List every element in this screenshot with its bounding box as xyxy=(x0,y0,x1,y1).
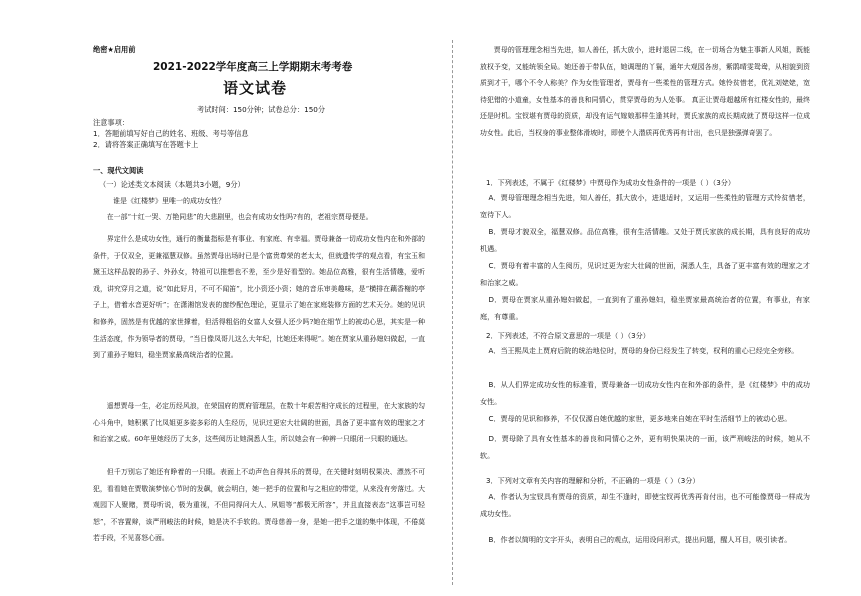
notice-item-2: 2．请将答案正确填写在答题卡上 xyxy=(93,140,199,149)
question-2-option-c: C．贾母的见识和修养，不仅仅源自她优越的家世，更多地来自她在平时生活细节上的被动心思。 xyxy=(488,414,792,423)
question-3-option-a: A．作者认为宝钗具有贾母的资质，却生不逢时，即使宝钗再优秀再肯付出，也不可能像贾母一样成为成功女性。 xyxy=(480,492,810,518)
notice-item-1: 1．答题前填写好自己的姓名、班级、考号等信息 xyxy=(93,129,249,138)
exam-title: 2021-2022学年度高三上学期期末考考卷 xyxy=(153,61,353,73)
question-2-option-d: D．贾母除了具有女性基本的善良和同情心之外，更有明快果决的一面，该严刑峻法的时候，她从不软。 xyxy=(480,434,810,460)
question-2-option-a: A．当王熙凤走上贾府后院的统治地位时，贾母的身份已经发生了转变，权利的重心已经完全旁移。 xyxy=(488,346,799,355)
column-divider xyxy=(452,40,453,585)
question-1-option-d: D．贾母在贾家从重孙媳妇做起，一直到有了重孙媳妇，稳坐贾家最高统治者的位置，有事业，有家庭，有尊重。 xyxy=(480,295,810,321)
article-paragraph-5: 贾母的管理理念相当先进，如人善任，抓大放小，进时退居二线，在一切场合为魅主事新人风姐，既能放权予变，又能统领全局。她还善于带队伍，她调理的丫鬟，通年大观园各房，紫鹃晴雯鸳鸯，从相貌到资质到才干，哪个不令人称美？作为女性管理者，贾母有一些柔性的管理方式。她怜贫惜老，优礼刘姥姥，宽待犯错的小道童，女性基本的善良和同情心，贯穿贾母的为人处事。 真正让贾母超越所有红楼女性的，最终还是时机。宝钗堪有贾母的资质，却没有运气嫁娘那样生逢其时，贾氏家族的成长期成就了贾母这样一位成功女性。此后，当权身的事业整体滑坡时，即使个人潜质再优秀再有计出，也只是独强弹奇罢了。 xyxy=(480,46,810,137)
secret-mark: 绝密★启用前 xyxy=(93,45,136,54)
subject-title: 语文试卷 xyxy=(223,79,288,97)
section-heading: 一、现代文阅读 xyxy=(93,166,144,175)
article-paragraph-3: 遥想贾母一生，必定历经风浪，在荣国府的贾府管理层，在数十年艰苦相守成长的过程里，在大家族的勾心斗角中，她积累了比凤姐更多姿多彩的人生经历，见识过更宏大壮阔的世面，具备了更丰富有效的理家之才和治家之威。60年里她经历了太多，这些阅历让她洞悉人生，所以她会有一种辨一只眼闭一只眼的通达。 xyxy=(93,402,425,444)
article-paragraph-2: 界定什么是成功女性，通行的衡量指标是有事业、有家庭、有幸福。贾母兼备一切成功女性内在和外部的条件，于仅双全，更兼福慧双修。虽然贾母出场时已是个富贵尊荣的老太太，但就遗传学的观点看，有宝玉和黛玉这样品貌的孙子、外孙女，特祖可以推想也不差，至少是好看型的。她品位高雅，很有生活情趣，爱听戏，讲究穿月之道，说“如此好月，不可不闻笛”，比小资还小资；她的音乐审美趣味，是“横排在藕香榭的亭子上，借着水音更好听”；在潇湘馆发表的窗纱配色理论，更显示了她在家庭装修方面的艺术天分。她的见识和修养，固然是有优越的家世撑着，但活得粗俗的女富人女强人还少吗?她在细节上的被动心思，其实是一种生活态度，作为领导者的贾母，“当日像凤哥儿这么大年纪，比她还来得呢”。她在贾家从重孙媳妇做起，一直到了重孙子媳妇，稳坐贾家最高统治者的位置。 xyxy=(93,235,425,360)
question-3-stem: 3．下列对文章有关内容的理解和分析，不正确的一项是（ ）（3分） xyxy=(486,476,700,485)
question-1-option-a: A．贾母管理理念相当先进，知人善任，抓大放小，进退适时，又运用一些柔性的管理方式怜贫惜老，宽待下人。 xyxy=(480,193,810,219)
section-sub: （一）论述类文本阅读（本题共3小题，9分） xyxy=(99,180,245,189)
question-1-option-c: C．贾母有着丰富的人生阅历，见识过更为宏大壮阔的世面，洞悉人生，具备了更丰富有效的理家之才和治家之威。 xyxy=(480,261,810,287)
question-1-stem: 1．下列表述，不属于《红楼梦》中贾母作为成功女性条件的一项是（ ）（3分） xyxy=(486,178,735,187)
article-title: 谁是《红楼梦》里唯一的成功女性？ xyxy=(113,197,225,205)
question-1-option-b: B．贾母才貌双全，福慧双修。品位高雅，很有生活情趣。又处于贾氏家族的成长期，具有良好的成功机遇。 xyxy=(480,227,810,253)
question-2-option-b: B．从人们界定成功女性的标准看，贾母兼备一切成功女性内在和外部的条件，是《红楼梦》中的成功女性。 xyxy=(480,380,810,406)
article-paragraph-1: 在一部“十红一哭、万艳同悲”的大悲剧里，也会有成功女性吗?有的，老祖宗贾母便是。 xyxy=(106,213,373,221)
article-paragraph-4: 但千万别忘了她还有睁着的一只眼。表面上不动声色自得其乐的贾母，在关键时刻明权果决、漂然不可犯，看看她在贾敬演梦惊心节时的发飙，就会明白，她一把手的位置和与之相应的带觉，从来没有旁落过。大观园下人聚赌，贾母听说，极为重视，不但同得问大人、夙姐等“都极无所容”，并且直接表态“这事岂可轻恕”，不容置辩，该严刑峻法的时候，她是决不手软的。贾母慈善一身，是她一把手之道的集中体现，不倦莫若手段，不见喜怒心面。 xyxy=(93,468,425,543)
exam-info: 考试时间：150分钟；试卷总分：150分 xyxy=(197,105,326,114)
question-2-stem: 2．下列表述，不符合原文意思的一项是（ ）（3分） xyxy=(486,331,650,340)
notice-label: 注意事项： xyxy=(93,118,129,127)
question-3-option-b: B．作者以简明的文字开头，表明自己的观点，运用设问形式，提出问题，醒人耳目，吸引读者。 xyxy=(488,535,792,544)
